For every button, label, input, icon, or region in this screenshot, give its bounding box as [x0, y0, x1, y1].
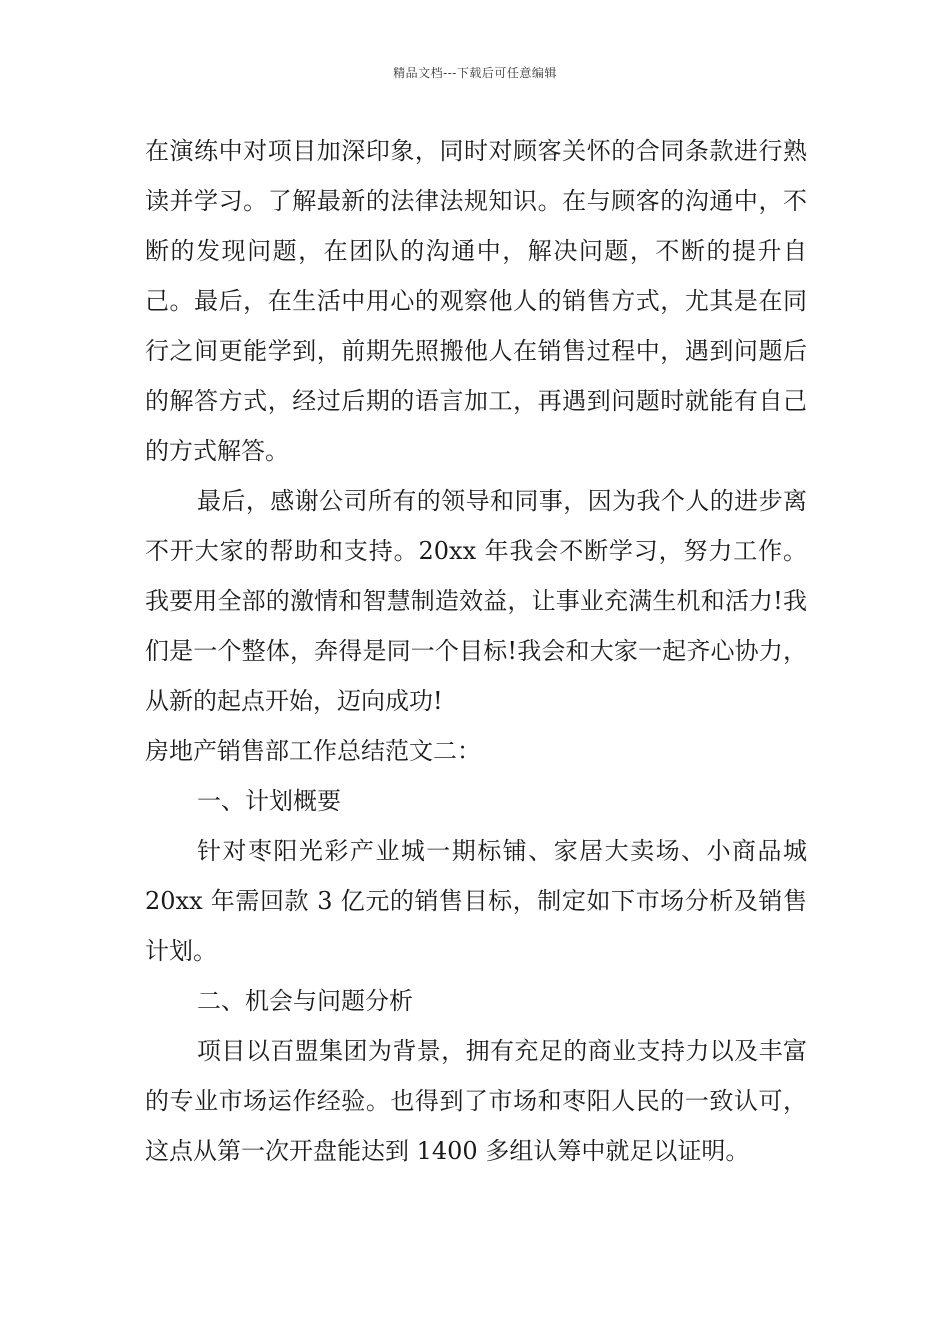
- paragraph-2: 最后，感谢公司所有的领导和同事，因为我个人的进步离不开大家的帮助和支持。20xx 年我会不断学习，努力工作。我要用全部的激情和智慧制造效益，让事业充满生机和活力!我们是一个整体，奔得是同一个目标!我会和大家一起齐心协力，从新的起点开始，迈向成功!: [145, 487, 807, 715]
- paragraph-4: 项目以百盟集团为背景，拥有充足的商业支持力以及丰富的专业市场运作经验。也得到了市场和枣阳人民的一致认可，这点从第一次开盘能达到 1400 多组认筹中就足以证明。: [145, 1037, 807, 1165]
- subheading-plan-overview: 一、计划概要: [197, 787, 341, 815]
- paragraph-3: 针对枣阳光彩产业城一期标铺、家居大卖场、小商品城 20xx 年需回款 3 亿元的销售目标，制定如下市场分析及销售计划。: [145, 837, 807, 965]
- section-title: 房地产销售部工作总结范文二：: [145, 737, 481, 765]
- subheading-opportunity-analysis: 二、机会与问题分析: [197, 987, 413, 1015]
- document-body: [145, 126, 807, 1176]
- page-header: 精品文档---下载后可任意编辑: [393, 66, 557, 80]
- paragraph-1: 在演练中对项目加深印象，同时对顾客关怀的合同条款进行熟读并学习。了解最新的法律法规知识。在与顾客的沟通中，不断的发现问题，在团队的沟通中，解决问题，不断的提升自己。最后，在生活中用心的观察他人的销售方式，尤其是在同行之间更能学到，前期先照搬他人在销售过程中，遇到问题后的解答方式，经过后期的语言加工，再遇到问题时就能有自己的方式解答。: [145, 137, 807, 465]
